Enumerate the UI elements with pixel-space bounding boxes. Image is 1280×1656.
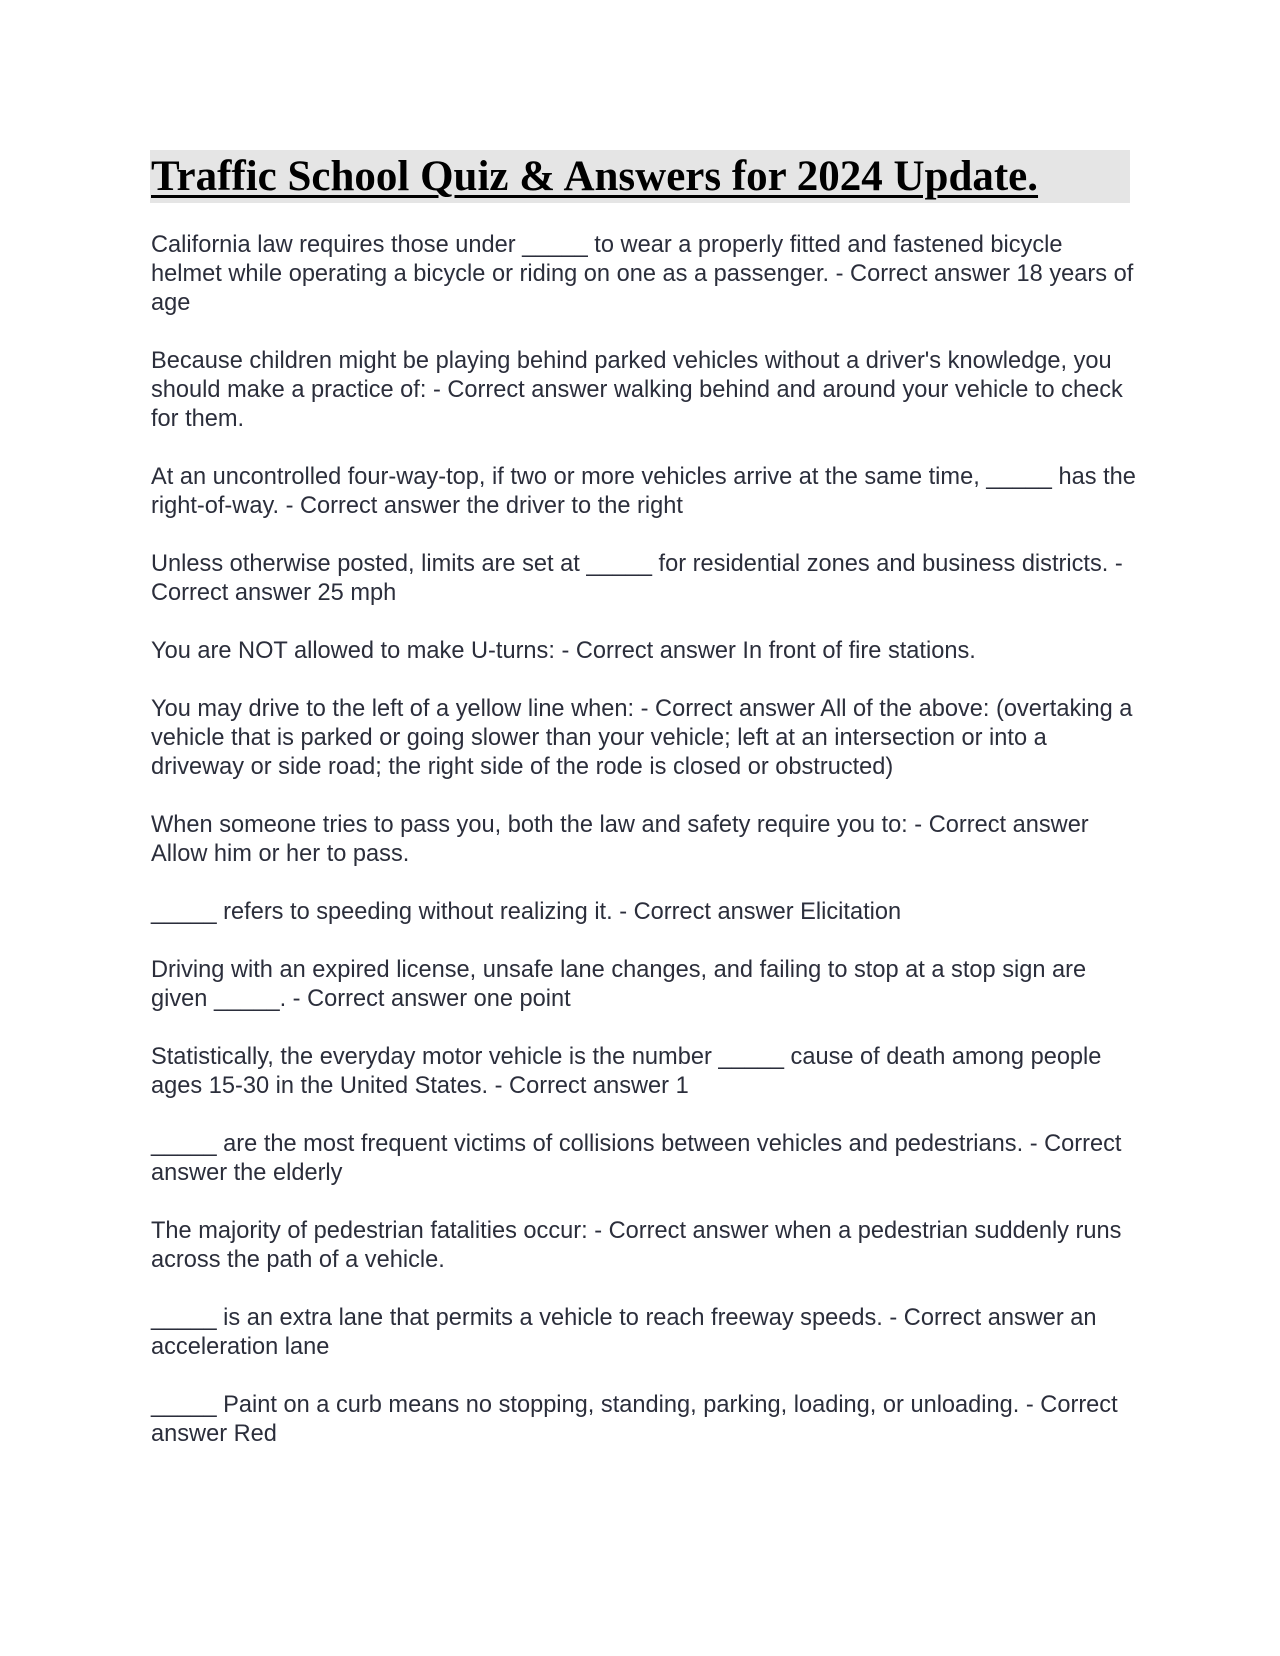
qa-item: Statistically, the everyday motor vehicle is the number _____ cause of death among people ages 15-30 in the United States. - Correct answer 1 <box>151 1044 1102 1099</box>
qa-item: _____ refers to speeding without realizing it. - Correct answer Elicitation <box>151 899 902 925</box>
qa-list <box>151 231 1136 1478</box>
qa-item: You are NOT allowed to make U-turns: - Correct answer In front of fire stations. <box>151 638 976 664</box>
qa-item: Driving with an expired license, unsafe lane changes, and failing to stop at a stop sign are given _____. - Correct answer one point <box>151 957 1087 1012</box>
qa-item: _____ is an extra lane that permits a vehicle to reach freeway speeds. - Correct answer an acceleration lane <box>151 1305 1097 1360</box>
qa-item: When someone tries to pass you, both the law and safety require you to: - Correct answer Allow him or her to pass. <box>151 812 1089 867</box>
page-title: Traffic School Quiz & Answers for 2024 Update. <box>151 153 1039 200</box>
qa-item: Unless otherwise posted, limits are set at _____ for residential zones and business districts. - Correct answer 25 mph <box>151 551 1123 606</box>
qa-item: The majority of pedestrian fatalities occur: - Correct answer when a pedestrian suddenly runs across the path of a vehicle. <box>151 1218 1122 1273</box>
qa-item: You may drive to the left of a yellow line when: - Correct answer All of the above: (overtaking a vehicle that is parked or going slower than your vehicle; left at an intersection or into a driveway or side road; the right side of the rode is closed or obstructed) <box>151 696 1133 780</box>
qa-item: _____ Paint on a curb means no stopping, standing, parking, loading, or unloading. - Correct answer Red <box>151 1392 1118 1447</box>
qa-item: Because children might be playing behind parked vehicles without a driver's knowledge, you should make a practice of: - Correct answer walking behind and around your vehicle to check for them. <box>151 348 1123 432</box>
qa-item: _____ are the most frequent victims of collisions between vehicles and pedestrians. - Correct answer the elderly <box>151 1131 1122 1186</box>
qa-item: At an uncontrolled four-way-top, if two or more vehicles arrive at the same time, _____ has the right-of-way. - Correct answer the driver to the right <box>151 464 1136 519</box>
qa-item: California law requires those under _____ to wear a properly fitted and fastened bicycle helmet while operating a bicycle or riding on one as a passenger. - Correct answer 18 years of age <box>151 232 1134 316</box>
